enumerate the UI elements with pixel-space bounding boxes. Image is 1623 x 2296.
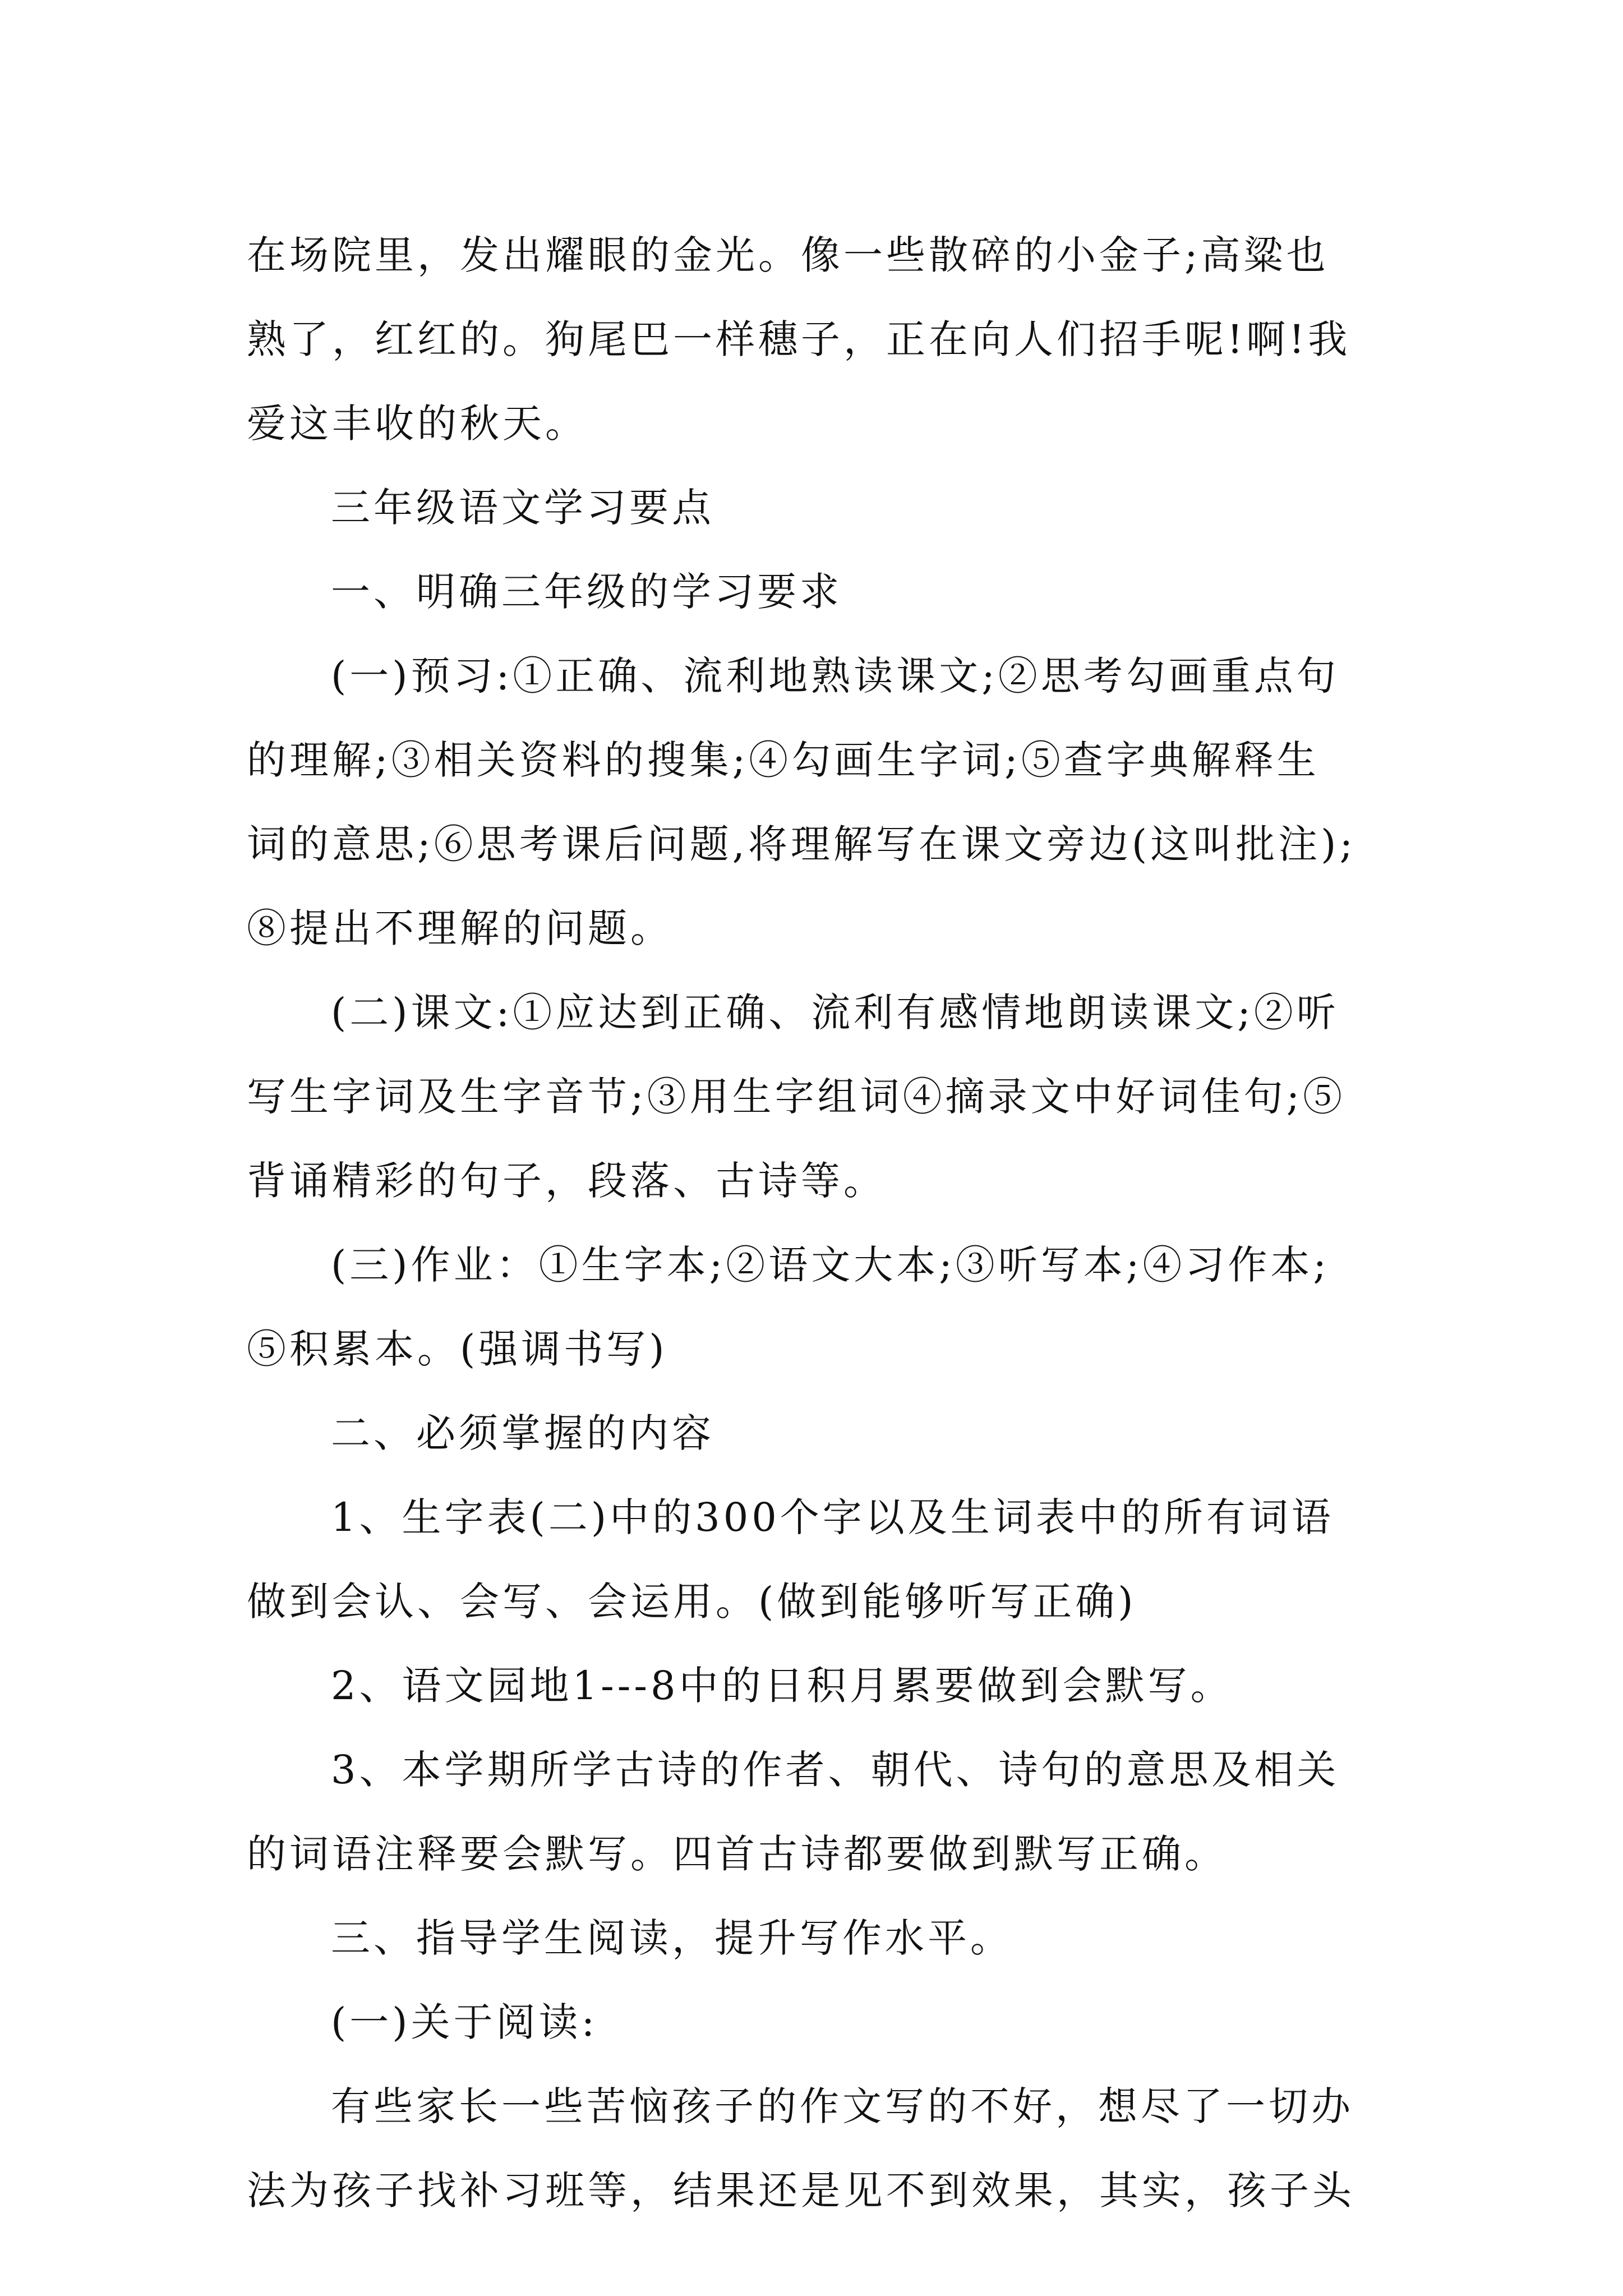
text-line: ⑧提出不理解的问题。 xyxy=(247,905,673,951)
section-title: 三年级语文学习要点 xyxy=(331,485,714,531)
text-line: 的理解;③相关资料的搜集;④勾画生字词;⑤查字典解释生 xyxy=(247,737,1320,783)
text-line: (二)课文:①应达到正确、流利有感情地朗读课文;②听 xyxy=(331,990,1339,1036)
text-line: ⑤积累本。(强调书写) xyxy=(247,1326,668,1372)
subheading: (一)关于阅读: xyxy=(331,1999,598,2045)
text-line: 背诵精彩的句子，段落、古诗等。 xyxy=(247,1158,886,1204)
heading-1: 一、明确三年级的学习要求 xyxy=(331,569,842,615)
text-line: 法为孩子找补习班等，结果还是见不到效果，其实，孩子头 xyxy=(247,2168,1355,2214)
text-line: 熟了，红红的。狗尾巴一样穗子，正在向人们招手呢!啊!我 xyxy=(247,316,1351,362)
text-line: (一)预习:①正确、流利地熟读课文;②思考勾画重点句 xyxy=(331,653,1339,699)
text-line: (三)作业：①生字本;②语文大本;③听写本;④习作本; xyxy=(331,1242,1330,1288)
text-line: 有些家长一些苦恼孩子的作文写的不好，想尽了一切办 xyxy=(331,2083,1354,2129)
text-line: 1、生字表(二)中的300个字以及生词表中的所有词语 xyxy=(331,1494,1334,1540)
text-line: 爱这丰收的秋天。 xyxy=(247,401,588,447)
text-line: 2、语文园地1---8中的日积月累要做到会默写。 xyxy=(331,1663,1233,1709)
text-line: 的词语注释要会默写。四首古诗都要做到默写正确。 xyxy=(247,1831,1227,1877)
text-line: 在场院里，发出耀眼的金光。像一些散碎的小金子;高粱也 xyxy=(247,232,1329,278)
text-line: 写生字词及生字音节;③用生字组词④摘录文中好词佳句;⑤ xyxy=(247,1074,1346,1120)
text-line: 词的意思;⑥思考课后问题,将理解写在课文旁边(这叫批注); xyxy=(247,821,1357,867)
heading-2: 二、必须掌握的内容 xyxy=(331,1410,714,1456)
heading-3: 三、指导学生阅读，提升写作水平。 xyxy=(331,1915,1013,1961)
text-line: 3、本学期所学古诗的作者、朝代、诗句的意思及相关 xyxy=(331,1747,1340,1793)
text-line: 做到会认、会写、会运用。(做到能够听写正确) xyxy=(247,1579,1137,1625)
document-body xyxy=(247,213,1385,2233)
